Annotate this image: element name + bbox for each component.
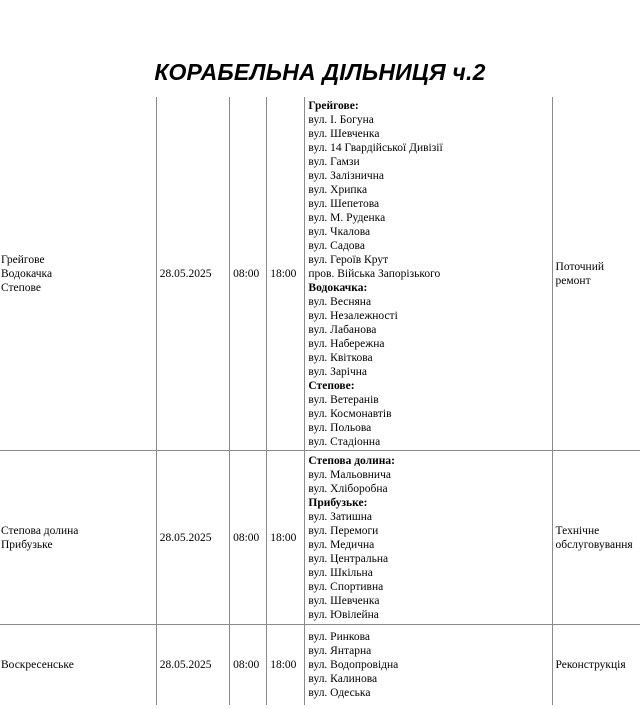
street-item: вул. Чкалова: [308, 225, 371, 238]
date-cell: 28.05.2025: [156, 97, 229, 451]
street-item: вул. Ювілейна: [308, 608, 379, 621]
street-item: вул. Садова: [308, 239, 365, 252]
street-item: вул. Польова: [308, 421, 372, 434]
street-item: вул. Шкільна: [308, 566, 373, 579]
locations-cell: [0, 451, 156, 625]
street-item: вул. Весняна: [308, 295, 372, 308]
group-title: Водокачка:: [308, 281, 368, 294]
street-item: вул. Водопровідна: [308, 659, 399, 671]
outage-schedule-table: [0, 97, 640, 705]
street-item: вул. Квіткова: [308, 351, 373, 364]
work-type-text: Поточний: [555, 260, 605, 273]
table-row: [0, 451, 640, 625]
street-item: вул. Янтарна: [308, 645, 372, 657]
street-item: вул. М. Руденка: [308, 211, 386, 224]
street-item: вул. Шепетова: [308, 197, 380, 210]
street-item: вул. Героїв Крут: [308, 253, 389, 266]
street-item: вул. Ринкова: [308, 631, 371, 643]
group-title: Грейгове:: [308, 99, 359, 112]
street-item: вул. Ветеранів: [308, 393, 379, 406]
street-item: вул. Лабанова: [308, 323, 377, 336]
street-item: вул. Спортивна: [308, 580, 384, 593]
street-item: вул. Гамзи: [308, 155, 360, 168]
location-name: Прибузьке: [1, 538, 53, 551]
group-title: Степове:: [308, 379, 355, 392]
street-item: вул. Калинова: [308, 673, 378, 685]
work-type-cell: [552, 451, 640, 625]
street-item: вул. І. Богуна: [308, 113, 374, 126]
location-name: Грейгове: [1, 253, 45, 266]
work-type-text: Технічне: [555, 524, 600, 537]
street-item: вул. Медична: [308, 538, 375, 551]
street-item: вул. Залізнична: [308, 169, 384, 182]
work-type-text: обслуговування: [555, 538, 633, 551]
streets-cell: [305, 625, 552, 706]
street-item: вул. Набережна: [308, 337, 385, 350]
street-item: вул. Космонавтів: [308, 407, 392, 420]
streets-cell: [305, 97, 552, 451]
location-name: Водокачка: [1, 267, 53, 280]
street-item: вул. Перемоги: [308, 524, 379, 537]
location-name: Воскресенське: [1, 659, 74, 671]
street-item: вул. Шевченка: [308, 594, 380, 607]
street-item: вул. Одеська: [308, 687, 371, 699]
end-time-cell: 18:00: [267, 625, 305, 706]
street-item: вул. 14 Гвардійської Дивізії: [308, 141, 443, 154]
location-name: Степове: [1, 281, 42, 294]
date-cell: 28.05.2025: [156, 625, 229, 706]
street-item: вул. Мальовнича: [308, 468, 391, 481]
start-time-cell: 08:00: [230, 97, 267, 451]
street-item: вул. Хрипка: [308, 183, 368, 196]
work-type-cell: [552, 97, 640, 451]
locations-cell: [0, 625, 156, 706]
start-time-cell: 08:00: [230, 625, 267, 706]
street-item: вул. Стадіонна: [308, 435, 381, 448]
street-item: вул. Затишна: [308, 510, 373, 523]
street-item: вул. Зарічна: [308, 365, 368, 378]
group-title: Прибузьке:: [308, 496, 368, 509]
end-time-cell: 18:00: [267, 451, 305, 625]
street-item: вул. Незалежності: [308, 309, 398, 322]
work-type-cell: [552, 625, 640, 706]
street-item: вул. Шевченка: [308, 127, 380, 140]
group-title: Степова долина:: [308, 454, 395, 467]
location-name: Степова долина: [1, 524, 79, 537]
page-title: КОРАБЕЛЬНА ДІЛЬНИЦЯ ч.2: [154, 59, 486, 85]
street-item: вул. Хліборобна: [308, 482, 388, 495]
street-item: пров. Війська Запорізького: [308, 267, 441, 280]
work-type-text: ремонт: [555, 274, 591, 287]
end-time-cell: 18:00: [267, 97, 305, 451]
work-type-text: Реконструкція: [555, 659, 626, 671]
table-row: [0, 625, 640, 706]
start-time-cell: 08:00: [230, 451, 267, 625]
locations-cell: [0, 97, 156, 451]
date-cell: 28.05.2025: [156, 451, 229, 625]
street-item: вул. Центральна: [308, 552, 389, 565]
streets-cell: [305, 451, 552, 625]
table-row: [0, 97, 640, 451]
